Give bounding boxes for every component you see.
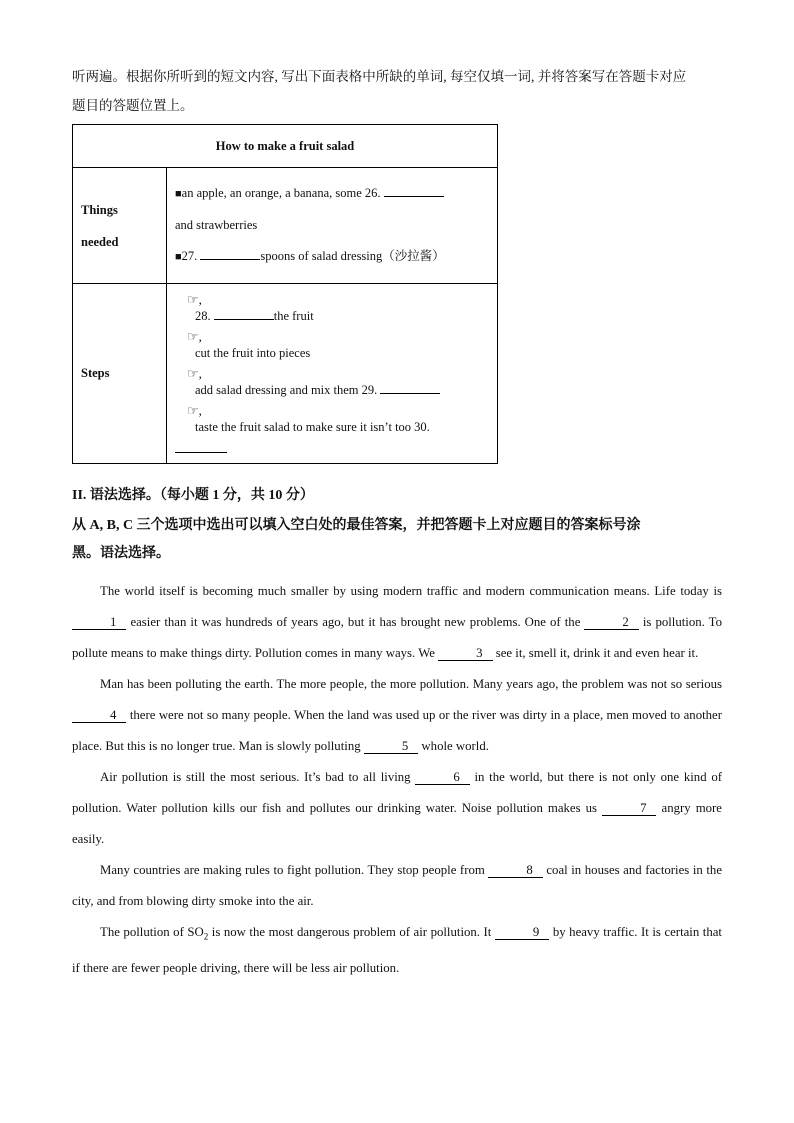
gap-7: 7 [602,801,656,816]
step-item: ☞, add salad dressing and mix them 29. [175,366,491,399]
pointing-hand-icon: ☞, [187,329,202,344]
gap-9: 9 [495,925,549,940]
section-description: 从 A, B, C 三个选项中选出可以填入空白处的最佳答案，并把答题卡上对应题目的答案标号涂 黑。语法选择。 [72,518,641,561]
things-line-1: an apple, an orange, a banana, some 26. [181,186,381,200]
gap-1: 1 [72,615,126,630]
fruit-salad-table [72,124,498,464]
blank-30 [175,440,227,453]
paragraph-5: The pollution of $SO_2$ is now the most dangerous problem of air pollution. It 9 by heavy traffic. It is certain that if there are fewer people driving, there will be less air pollution. [72,925,722,975]
steps-label: Steps [73,284,167,464]
table-title: How to make a fruit salad [73,125,498,168]
step-item: ☞, taste the fruit salad to make sure it isn’t too 30. [175,403,491,436]
instruction-line-2: 题目的答题位置上。 [72,98,194,113]
pointing-hand-icon: ☞, [187,366,202,381]
paragraph-3: Air pollution is still the most serious. It’s bad to all living 6 in the world, but there is not only one kind of pollution. Water pollution kills our fish and pollutes our drinking water. Noise pollution makes us 7 angry more easily. [72,770,722,846]
pointing-hand-icon: ☞, [187,403,202,418]
gap-5: 5 [364,739,418,754]
blank-27 [200,247,260,260]
things-needed-cell [167,168,498,284]
things-line-3-prefix: 27. [181,249,198,263]
things-needed-label: Things needed [73,168,167,284]
section-title: II. 语法选择。（每小题 1 分，共 10 分） [72,488,314,503]
steps-cell [167,284,498,464]
gap-8: 8 [488,863,542,878]
pointing-hand-icon: ☞, [187,292,202,307]
instruction-line-1: 听两遍。根据你所听到的短文内容, 写出下面表格中所缺的单词, 每空仅填一词, 并将答案写在答题卡对应 [72,69,687,84]
blank-29 [380,381,440,394]
grammar-passage [72,576,722,984]
things-line-2: and strawberries [175,218,258,232]
blank-28 [214,307,274,320]
black-square-icon: ■ [175,188,182,200]
black-square-icon: ■ [175,251,182,263]
paragraph-4: Many countries are making rules to fight pollution. They stop people from 8 coal in houses and factories in the city, and from blowing dirty smoke into the air. [72,863,722,908]
paragraph-1: The world itself is becoming much smaller by using modern traffic and modern communication means. Life today is 1 easier than it was hundreds of years ago, but it has brought new problems. One of the 2 is pollution. To pollute means to make things dirty. Pollution comes in many ways. We 3 see it, smell it, drink it and even hear it. [72,584,722,660]
things-line-3-suffix: spoons of salad dressing（沙拉酱） [260,249,445,263]
gap-4: 4 [72,708,126,723]
gap-2: 2 [584,615,638,630]
step-item: ☞, cut the fruit into pieces [175,329,491,362]
gap-6: 6 [415,770,469,785]
gap-3: 3 [438,646,492,661]
listening-instructions [72,62,722,120]
step-item: ☞, 28. the fruit [175,292,491,325]
blank-26 [384,184,444,197]
paragraph-2: Man has been polluting the earth. The more people, the more pollution. Many years ago, the problem was not so serious 4 there were not so many people. When the land was used up or the river was dirty in a place, men moved to another place. But this is no longer true. Man is slowly polluting 5 whole world. [72,677,722,753]
